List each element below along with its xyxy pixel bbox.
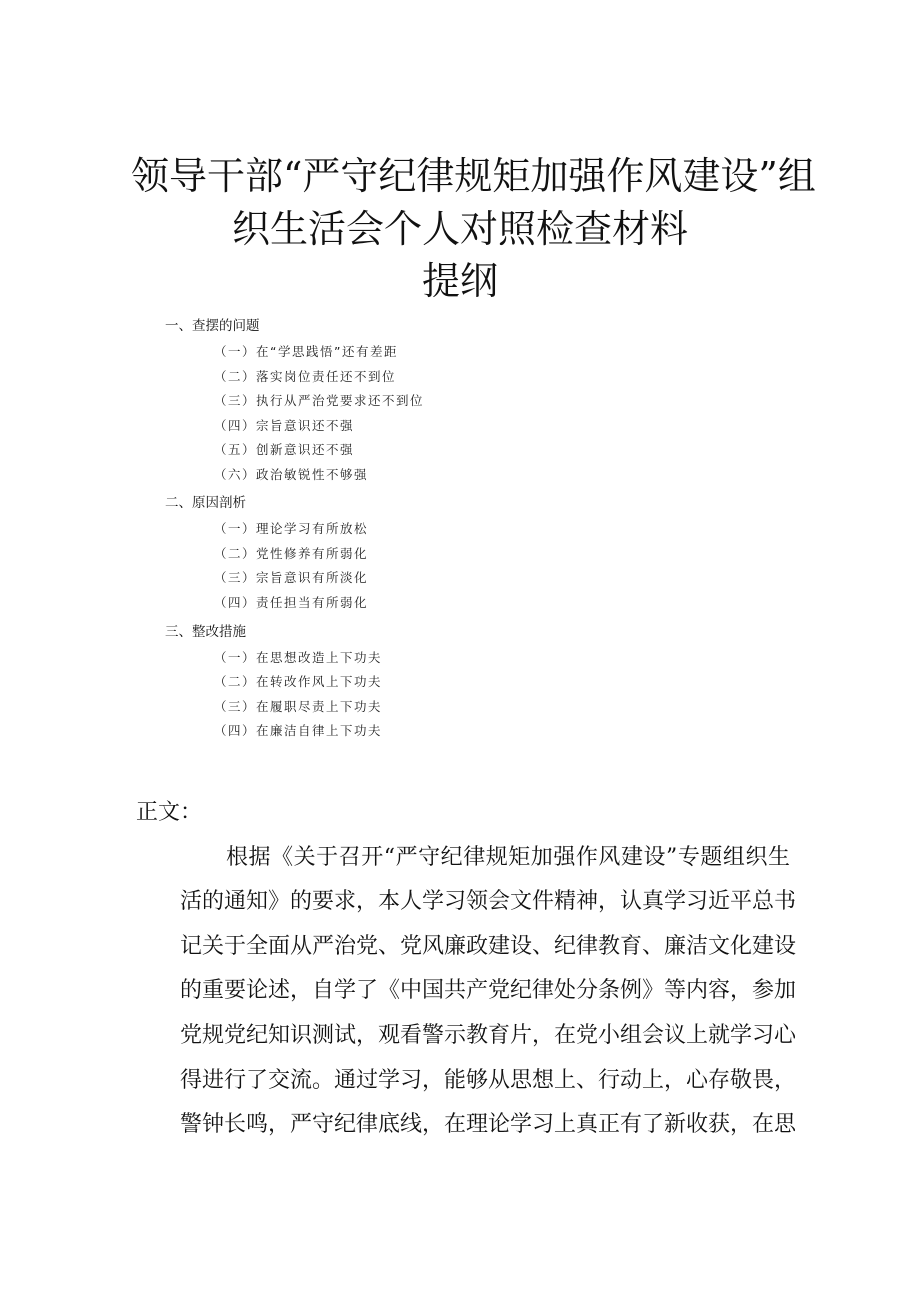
- outline-item: （三）执行从严治党要求还不到位: [214, 393, 425, 408]
- body-label: 正文：: [136, 800, 203, 825]
- document-title-line-2: 织生活会个人对照检查材料: [232, 207, 689, 251]
- outline-heading: 一、查摆的问题: [165, 318, 260, 334]
- body-line: 党规党纪知识测试，观看警示教育片，在党小组会议上就学习心: [180, 1022, 797, 1048]
- outline-item: （六）政治敏锐性不够强: [214, 467, 369, 482]
- body-line: 活的通知》的要求，本人学习领会文件精神，认真学习近平总书: [180, 889, 797, 915]
- outline-item: （四）宗旨意识还不强: [214, 418, 355, 433]
- outline-item: （三）在履职尽责上下功夫: [214, 699, 383, 714]
- body-line: 得进行了交流。通过学习，能够从思想上、行动上，心存敬畏，: [180, 1067, 797, 1093]
- outline-item: （三）宗旨意识有所淡化: [214, 570, 369, 585]
- outline-item: （一）在思想改造上下功夫: [214, 650, 383, 665]
- outline-item: （二）落实岗位责任还不到位: [214, 369, 397, 384]
- outline-heading: 三、整改措施: [165, 624, 246, 640]
- outline-item: （五）创新意识还不强: [214, 442, 355, 457]
- outline-item: （二）党性修养有所弱化: [214, 546, 369, 561]
- outline-item: （四）在廉洁自律上下功夫: [214, 723, 383, 738]
- outline-item: （四）责任担当有所弱化: [214, 595, 369, 610]
- body-line: 根据《关于召开“严守纪律规矩加强作风建设”专题组织生: [226, 844, 790, 870]
- document-title-line-1: 领导干部“严守纪律规矩加强作风建设”组: [131, 154, 816, 198]
- outline-item: （一）在“学思践悟”还有差距: [214, 344, 398, 359]
- outline-heading: 二、原因剖析: [165, 495, 246, 511]
- body-line: 警钟长鸣，严守纪律底线，在理论学习上真正有了新收获，在思: [180, 1112, 797, 1138]
- body-paragraph: [136, 836, 797, 1148]
- outline-item: （二）在转改作风上下功夫: [214, 674, 383, 689]
- body-line: 记关于全面从严治党、党风廉政建设、纪律教育、廉洁文化建设: [180, 933, 797, 959]
- body-line: 的重要论述，自学了《中国共产党纪律处分条例》等内容，参加: [180, 978, 797, 1004]
- outline-item: （一）理论学习有所放松: [214, 521, 369, 536]
- document-title-line-3: 提纲: [421, 259, 498, 303]
- body-text: [136, 791, 797, 1148]
